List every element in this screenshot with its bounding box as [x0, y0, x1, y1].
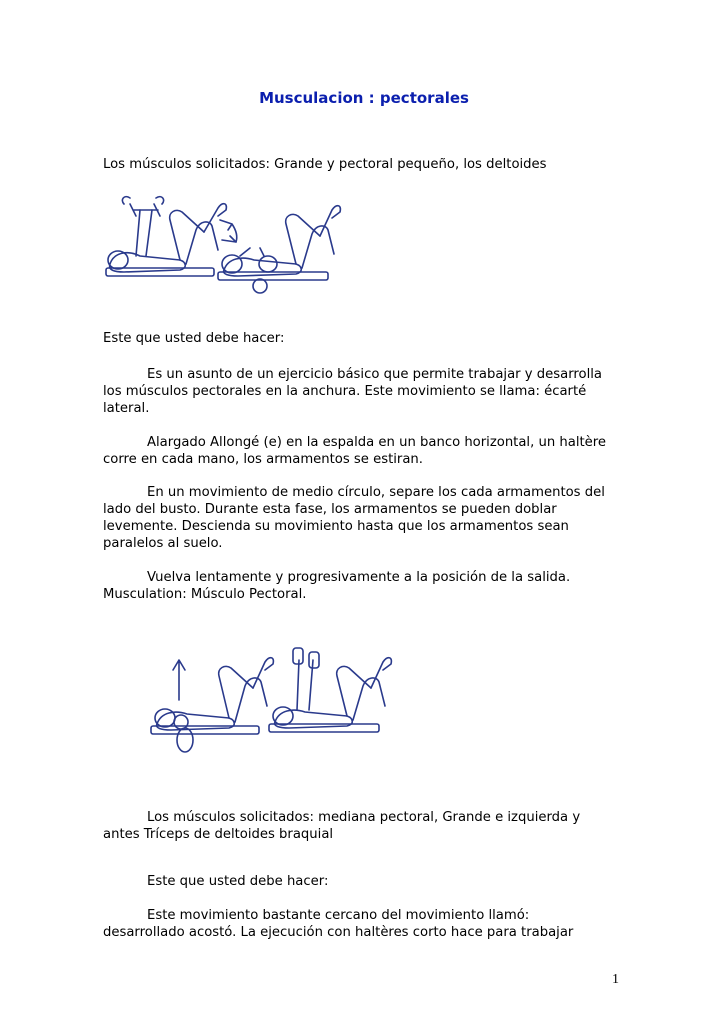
paragraph-line: Es un asunto de un ejercicio básico que permite trabajar y desarrolla [147, 367, 603, 382]
paragraph-line: Este que usted debe hacer: [103, 331, 285, 346]
exercise-illustration-fly [100, 190, 340, 300]
paragraph-line: lateral. [103, 401, 150, 416]
exercise-illustration-press [145, 640, 395, 760]
paragraph-line: Los músculos solicitados: Grande y pectoral pequeño, los deltoides [103, 157, 547, 172]
paragraph-line: paralelos al suelo. [103, 536, 223, 551]
paragraph-line: Musculation: Músculo Pectoral. [103, 587, 307, 602]
paragraph-line: Alargado Allongé (e) en la espalda en un banco horizontal, un haltère [147, 435, 607, 450]
paragraph-line: los músculos pectorales en la anchura. Este movimiento se llama: écarté [103, 384, 587, 399]
paragraph-line: Vuelva lentamente y progresivamente a la posición de la salida. [147, 570, 571, 585]
paragraph-line: desarrollado acostó. La ejecución con haltères corto hace para trabajar [103, 925, 574, 940]
paragraph-line: antes Tríceps de deltoides braquial [103, 827, 334, 842]
paragraph-line: corre en cada mano, los armamentos se estiran. [103, 452, 423, 467]
paragraph-line: Los músculos solicitados: mediana pectoral, Grande e izquierda y [147, 810, 581, 825]
document-title: Musculacion : pectorales [259, 89, 469, 107]
paragraph-line: lado del busto. Durante esta fase, los armamentos se pueden doblar [103, 502, 557, 517]
paragraph-line: levemente. Descienda su movimiento hasta que los armamentos sean [103, 519, 569, 534]
paragraph-line: Este que usted debe hacer: [147, 874, 329, 889]
paragraph-line: En un movimiento de medio círculo, separe los cada armamentos del [147, 485, 605, 500]
page-number: 1 [612, 972, 619, 987]
paragraph-line: Este movimiento bastante cercano del movimiento llamó: [147, 908, 530, 923]
